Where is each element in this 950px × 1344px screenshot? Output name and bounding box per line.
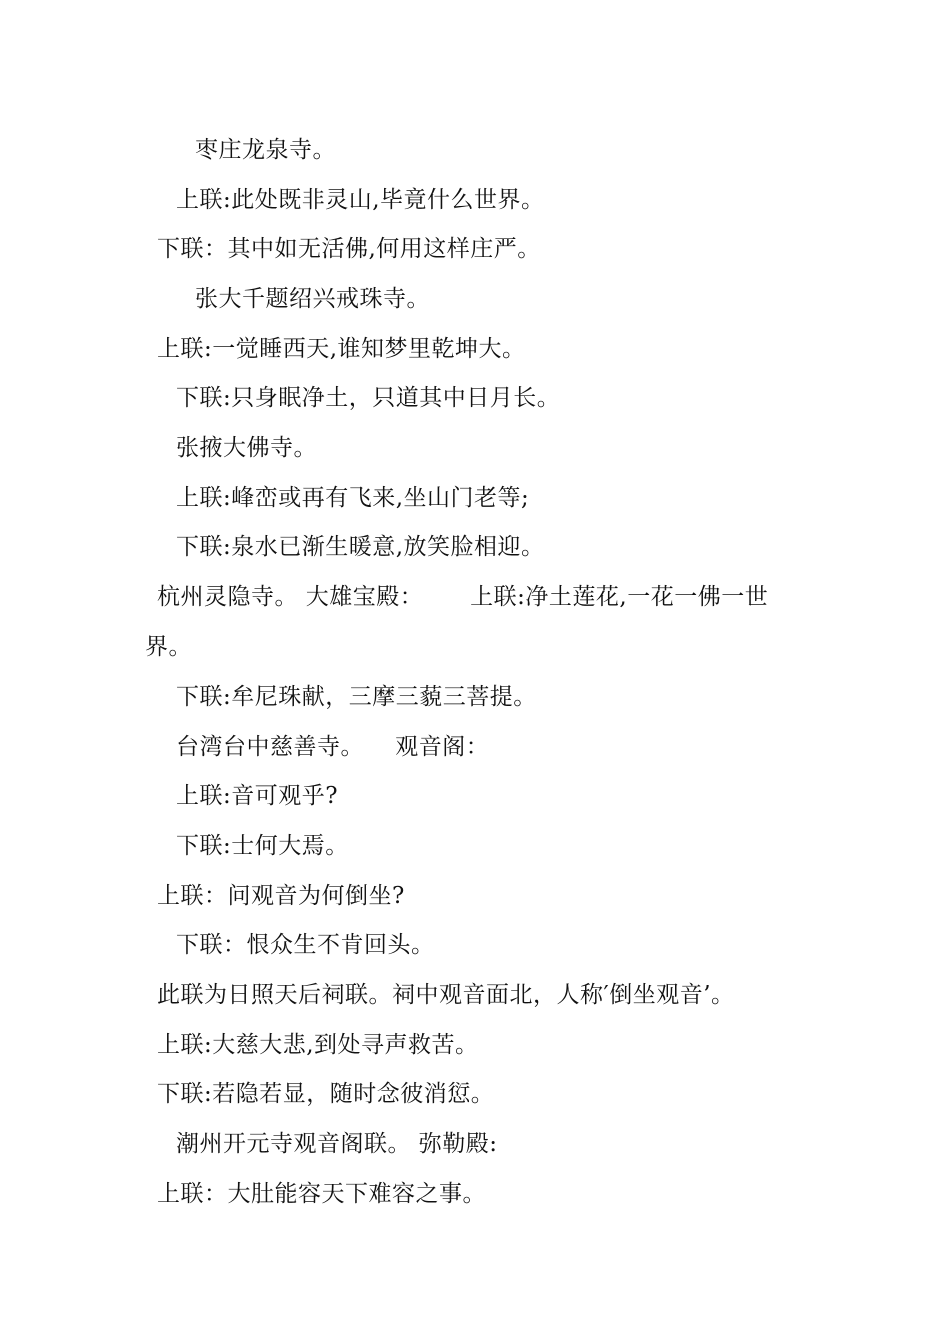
text-line: 下联:士何大焉。 xyxy=(176,833,349,859)
text-line: 下联:牟尼珠献，三摩三藐三菩提。 xyxy=(176,684,537,710)
text-line: 枣庄龙泉寺。 xyxy=(195,137,336,163)
text-line: 潮州开元寺观音阁联。 弥勒殿: xyxy=(176,1131,498,1157)
text-line: 上联：问观音为何倒坐? xyxy=(157,883,405,909)
text-line: 张掖大佛寺。 xyxy=(176,435,317,461)
text-line: 台湾台中慈善寺。 观音阁： xyxy=(176,734,490,760)
text-line: 上联:一觉睡西天,谁知梦里乾坤大。 xyxy=(157,336,526,362)
text-line: 杭州灵隐寺。 大雄宝殿： 上联:净土莲花,一花一佛一世 xyxy=(157,584,769,610)
text-line: 下联：恨众生不肯回头。 xyxy=(176,932,435,958)
text-line: 界。 xyxy=(145,634,192,660)
text-line: 下联:泉水已渐生暖意,放笑脸相迎。 xyxy=(176,534,545,560)
text-line: 上联:大慈大悲,到处寻声救苦。 xyxy=(157,1032,479,1058)
text-line: 此联为日照天后祠联。祠中观音面北，人称′倒坐观音’。 xyxy=(157,982,735,1008)
text-line: 上联:峰峦或再有飞来,坐山门老等; xyxy=(176,485,530,511)
text-line: 下联:若隐若显，随时念彼消愆。 xyxy=(157,1081,495,1107)
text-line: 张大千题绍兴戒珠寺。 xyxy=(195,286,430,312)
text-line: 上联:音可观乎? xyxy=(176,783,339,809)
text-line: 下联:只身眠净土，只道其中日月长。 xyxy=(176,385,561,411)
text-line: 下联：其中如无活佛,何用这样庄严。 xyxy=(157,236,541,262)
text-line: 上联：大肚能容天下难容之事。 xyxy=(157,1181,486,1207)
text-line: 上联:此处既非灵山,毕竟什么世界。 xyxy=(176,187,545,213)
